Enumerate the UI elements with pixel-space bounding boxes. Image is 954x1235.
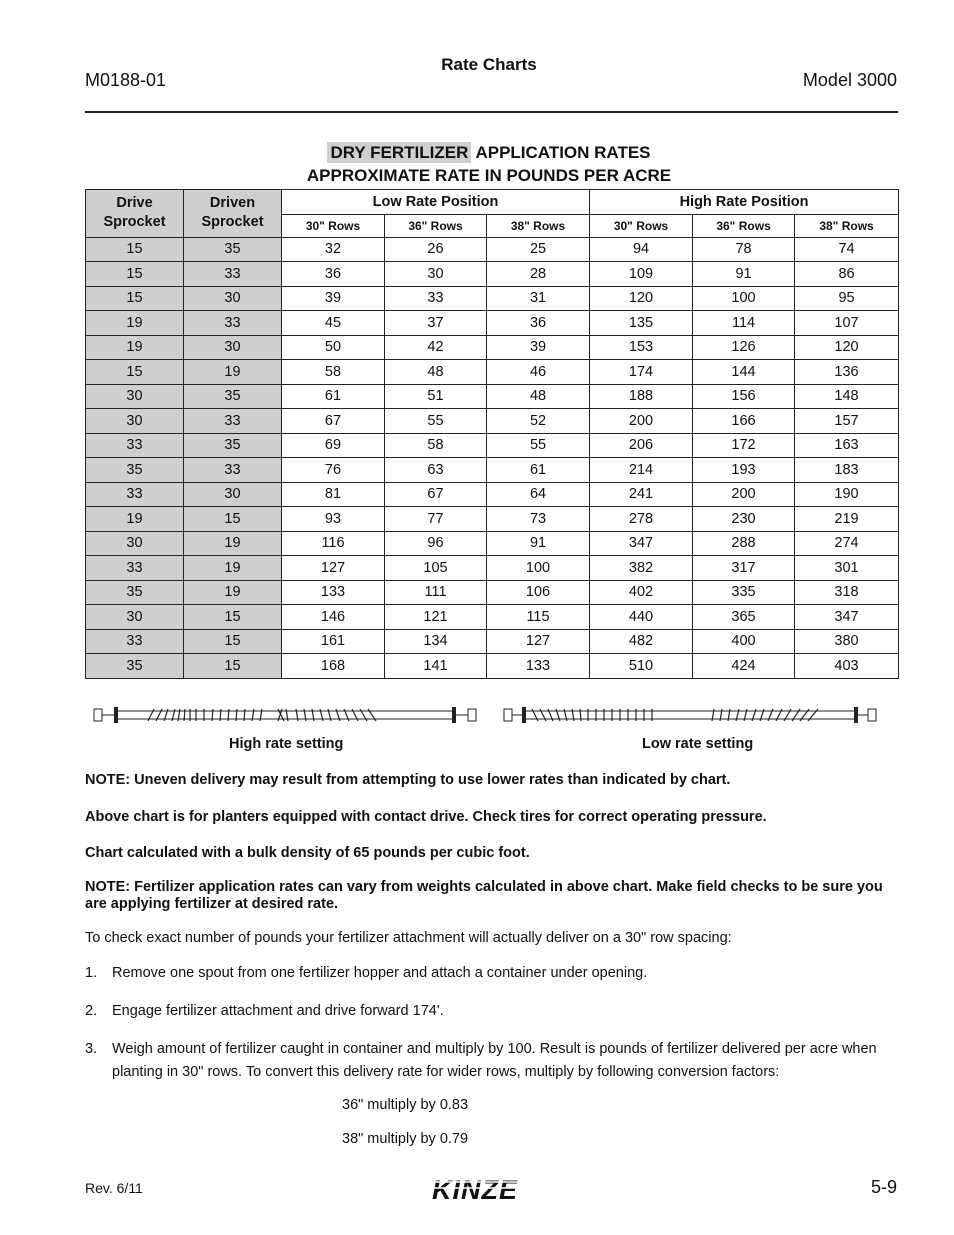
rate-cell: 100 — [693, 286, 795, 311]
step-text: Remove one spout from one fertilizer hopper and attach a container under opening. — [112, 965, 648, 981]
rate-cell: 64 — [487, 482, 590, 507]
driven-sprocket-cell: 30 — [184, 482, 282, 507]
driven-sprocket-cell: 19 — [184, 360, 282, 385]
rate-cell: 69 — [282, 433, 385, 458]
drive-sprocket-cell: 19 — [86, 335, 184, 360]
rate-cell: 380 — [795, 629, 899, 654]
revision: Rev. 6/11 — [85, 1180, 143, 1196]
rate-cell: 219 — [795, 507, 899, 532]
rate-cell: 58 — [385, 433, 487, 458]
rate-cell: 127 — [282, 556, 385, 581]
step-number: 2. — [85, 1003, 98, 1019]
step-number: 3. — [85, 1041, 98, 1057]
rate-cell: 107 — [795, 311, 899, 336]
rate-cell: 120 — [590, 286, 693, 311]
row-spacing-header: 36" Rows — [693, 214, 795, 237]
drive-sprocket-cell: 33 — [86, 629, 184, 654]
rate-cell: 133 — [282, 580, 385, 605]
driven-sprocket-cell: 19 — [184, 556, 282, 581]
rate-cell: 174 — [590, 360, 693, 385]
driven-sprocket-cell: 15 — [184, 507, 282, 532]
rate-cell: 28 — [487, 262, 590, 287]
rate-cell: 440 — [590, 605, 693, 630]
row-spacing-header: 38" Rows — [487, 214, 590, 237]
rate-cell: 134 — [385, 629, 487, 654]
rate-cell: 95 — [795, 286, 899, 311]
table-row — [86, 335, 899, 360]
rate-cell: 76 — [282, 458, 385, 483]
drive-sprocket-cell: 35 — [86, 654, 184, 679]
driven-sprocket-cell: 30 — [184, 286, 282, 311]
high-rate-caption: High rate setting — [229, 736, 344, 752]
rate-cell: 26 — [385, 237, 487, 262]
table-row — [86, 409, 899, 434]
rate-cell: 200 — [693, 482, 795, 507]
table-row — [86, 237, 899, 262]
rate-cell: 317 — [693, 556, 795, 581]
drive-sprocket-cell: 15 — [86, 360, 184, 385]
rate-cell: 126 — [693, 335, 795, 360]
rate-cell: 168 — [282, 654, 385, 679]
table-row — [86, 629, 899, 654]
rate-cell: 46 — [487, 360, 590, 385]
table-row — [86, 262, 899, 287]
driven-sprocket-cell: 33 — [184, 311, 282, 336]
rate-cell: 51 — [385, 384, 487, 409]
rate-cell: 50 — [282, 335, 385, 360]
rate-cell: 120 — [795, 335, 899, 360]
drive-sprocket-cell: 15 — [86, 237, 184, 262]
rate-cell: 166 — [693, 409, 795, 434]
rate-cell: 45 — [282, 311, 385, 336]
rate-cell: 241 — [590, 482, 693, 507]
row-spacing-header: 30" Rows — [590, 214, 693, 237]
rate-cell: 193 — [693, 458, 795, 483]
table-title-rest: APPLICATION RATES — [471, 143, 651, 162]
rate-cell: 288 — [693, 531, 795, 556]
table-row — [86, 384, 899, 409]
low-rate-caption: Low rate setting — [642, 736, 754, 752]
drive-sprocket-cell: 30 — [86, 531, 184, 556]
rate-cell: 111 — [385, 580, 487, 605]
conversion-36: 36" multiply by 0.83 — [342, 1097, 469, 1113]
rate-cell: 121 — [385, 605, 487, 630]
table-title-highlight: DRY FERTILIZER — [327, 142, 471, 163]
high-rate-header: High Rate Position — [590, 190, 899, 215]
rate-cell: 36 — [487, 311, 590, 336]
table-row — [86, 433, 899, 458]
rate-cell: 163 — [795, 433, 899, 458]
table-row — [86, 605, 899, 630]
driven-sprocket-cell: 15 — [184, 654, 282, 679]
rate-cell: 94 — [590, 237, 693, 262]
drive-sprocket-cell: 30 — [86, 605, 184, 630]
rate-cell: 335 — [693, 580, 795, 605]
low-rate-auger-illustration — [502, 700, 880, 730]
rate-cell: 81 — [282, 482, 385, 507]
table-row — [86, 531, 899, 556]
driven-sprocket-cell: 35 — [184, 433, 282, 458]
driven-sprocket-cell: 33 — [184, 458, 282, 483]
rate-cell: 52 — [487, 409, 590, 434]
table-subtitle: APPROXIMATE RATE IN POUNDS PER ACRE — [306, 166, 672, 185]
table-title — [0, 143, 954, 163]
rate-cell: 115 — [487, 605, 590, 630]
drive-sprocket-cell: 35 — [86, 580, 184, 605]
rate-cell: 133 — [487, 654, 590, 679]
rate-cell: 55 — [385, 409, 487, 434]
rate-cell: 278 — [590, 507, 693, 532]
rate-cell: 114 — [693, 311, 795, 336]
rate-cell: 510 — [590, 654, 693, 679]
rate-cell: 30 — [385, 262, 487, 287]
rate-cell: 67 — [282, 409, 385, 434]
rate-cell: 153 — [590, 335, 693, 360]
rate-cell: 424 — [693, 654, 795, 679]
drive-sprocket-cell: 35 — [86, 458, 184, 483]
rate-cell: 61 — [282, 384, 385, 409]
table-row — [86, 556, 899, 581]
rate-cell: 347 — [795, 605, 899, 630]
driven-sprocket-cell: 33 — [184, 409, 282, 434]
drive-sprocket-cell: 19 — [86, 311, 184, 336]
rate-cell: 91 — [487, 531, 590, 556]
rate-cell: 39 — [487, 335, 590, 360]
rate-cell: 55 — [487, 433, 590, 458]
rate-cell: 301 — [795, 556, 899, 581]
rate-cell: 39 — [282, 286, 385, 311]
step-text: Engage fertilizer attachment and drive forward 174'. — [112, 1003, 444, 1019]
rate-cell: 144 — [693, 360, 795, 385]
table-row — [86, 507, 899, 532]
rate-cell: 78 — [693, 237, 795, 262]
kinze-logo-text: KINZE — [432, 1175, 518, 1204]
rate-cell: 183 — [795, 458, 899, 483]
step-text: Weigh amount of fertilizer caught in container and multiply by 100. Result is pounds of fertilizer delivered per acre when planting in 30" rows. To convert this delivery rate for wider rows, multiply by following conversion factors: — [112, 1041, 877, 1080]
rate-cell: 109 — [590, 262, 693, 287]
rate-cell: 402 — [590, 580, 693, 605]
rate-cell: 200 — [590, 409, 693, 434]
rate-table-body — [86, 237, 899, 678]
row-spacing-header: 30" Rows — [282, 214, 385, 237]
rate-cell: 93 — [282, 507, 385, 532]
rate-cell: 157 — [795, 409, 899, 434]
rate-cell: 127 — [487, 629, 590, 654]
rate-cell: 73 — [487, 507, 590, 532]
high-rate-auger-illustration — [92, 700, 478, 730]
rate-cell: 206 — [590, 433, 693, 458]
driven-sprocket-cell: 15 — [184, 629, 282, 654]
header-rule — [85, 111, 898, 113]
rate-cell: 274 — [795, 531, 899, 556]
rate-cell: 37 — [385, 311, 487, 336]
conversion-38: 38" multiply by 0.79 — [342, 1131, 469, 1147]
kinze-logo-mark — [430, 1174, 550, 1204]
table-row — [86, 654, 899, 679]
drive-sprocket-cell: 33 — [86, 433, 184, 458]
rate-cell: 214 — [590, 458, 693, 483]
rate-cell: 31 — [487, 286, 590, 311]
rate-cell: 77 — [385, 507, 487, 532]
rate-cell: 86 — [795, 262, 899, 287]
rate-cell: 188 — [590, 384, 693, 409]
table-row — [86, 482, 899, 507]
rate-cell: 106 — [487, 580, 590, 605]
section-title: Rate Charts — [441, 55, 537, 74]
table-row — [86, 580, 899, 605]
rate-cell: 230 — [693, 507, 795, 532]
rate-cell: 135 — [590, 311, 693, 336]
note-uneven-delivery: NOTE: Uneven delivery may result from attempting to use lower rates than indicated by chart. — [85, 772, 731, 788]
drive-sprocket-cell: 15 — [86, 262, 184, 287]
row-spacing-header: 36" Rows — [385, 214, 487, 237]
rate-cell: 36 — [282, 262, 385, 287]
intro-text: To check exact number of pounds your fertilizer attachment will actually deliver on a 30" row spacing: — [85, 930, 732, 946]
rate-cell: 105 — [385, 556, 487, 581]
step-number: 1. — [85, 965, 98, 981]
rate-cell: 400 — [693, 629, 795, 654]
rate-cell: 141 — [385, 654, 487, 679]
table-row — [86, 311, 899, 336]
kinze-logo — [430, 1174, 550, 1209]
driven-sprocket-header: Driven Sprocket — [184, 190, 282, 238]
drive-sprocket-cell: 30 — [86, 409, 184, 434]
rate-cell: 482 — [590, 629, 693, 654]
driven-sprocket-cell: 30 — [184, 335, 282, 360]
rate-cell: 32 — [282, 237, 385, 262]
doc-number: M0188-01 — [85, 70, 167, 90]
rate-cell: 116 — [282, 531, 385, 556]
rate-cell: 61 — [487, 458, 590, 483]
rate-cell: 347 — [590, 531, 693, 556]
rate-cell: 136 — [795, 360, 899, 385]
rate-cell: 148 — [795, 384, 899, 409]
driven-sprocket-cell: 35 — [184, 384, 282, 409]
rate-cell: 318 — [795, 580, 899, 605]
drive-sprocket-cell: 33 — [86, 556, 184, 581]
rate-cell: 48 — [385, 360, 487, 385]
driven-sprocket-cell: 15 — [184, 605, 282, 630]
note-field-checks: NOTE: Fertilizer application rates can vary from weights calculated in above chart. Make field checks to be sure you are applying fertilizer at desired rate. — [85, 879, 883, 912]
rate-cell: 58 — [282, 360, 385, 385]
row-spacing-header: 38" Rows — [795, 214, 899, 237]
note-contact-drive: Above chart is for planters equipped with contact drive. Check tires for correct operating pressure. — [85, 809, 767, 825]
driven-sprocket-cell: 33 — [184, 262, 282, 287]
drive-sprocket-cell: 33 — [86, 482, 184, 507]
model-name: Model 3000 — [802, 70, 897, 90]
rate-cell: 156 — [693, 384, 795, 409]
rate-cell: 190 — [795, 482, 899, 507]
table-row — [86, 360, 899, 385]
rate-cell: 161 — [282, 629, 385, 654]
rate-cell: 365 — [693, 605, 795, 630]
drive-sprocket-cell: 15 — [86, 286, 184, 311]
rate-cell: 96 — [385, 531, 487, 556]
rate-cell: 48 — [487, 384, 590, 409]
driven-sprocket-cell: 35 — [184, 237, 282, 262]
rate-table — [85, 189, 899, 679]
rate-cell: 25 — [487, 237, 590, 262]
drive-sprocket-header: Drive Sprocket — [86, 190, 184, 238]
rate-cell: 63 — [385, 458, 487, 483]
rate-cell: 382 — [590, 556, 693, 581]
rate-cell: 146 — [282, 605, 385, 630]
driven-sprocket-cell: 19 — [184, 580, 282, 605]
drive-sprocket-cell: 30 — [86, 384, 184, 409]
rate-cell: 403 — [795, 654, 899, 679]
table-row — [86, 458, 899, 483]
low-rate-header: Low Rate Position — [282, 190, 590, 215]
rate-cell: 91 — [693, 262, 795, 287]
rate-cell: 33 — [385, 286, 487, 311]
rate-cell: 67 — [385, 482, 487, 507]
rate-cell: 42 — [385, 335, 487, 360]
note-bulk-density: Chart calculated with a bulk density of 65 pounds per cubic foot. — [85, 845, 530, 861]
rate-cell: 74 — [795, 237, 899, 262]
driven-sprocket-cell: 19 — [184, 531, 282, 556]
drive-sprocket-cell: 19 — [86, 507, 184, 532]
rate-cell: 172 — [693, 433, 795, 458]
page-number: 5-9 — [870, 1177, 897, 1197]
rate-cell: 100 — [487, 556, 590, 581]
table-row — [86, 286, 899, 311]
